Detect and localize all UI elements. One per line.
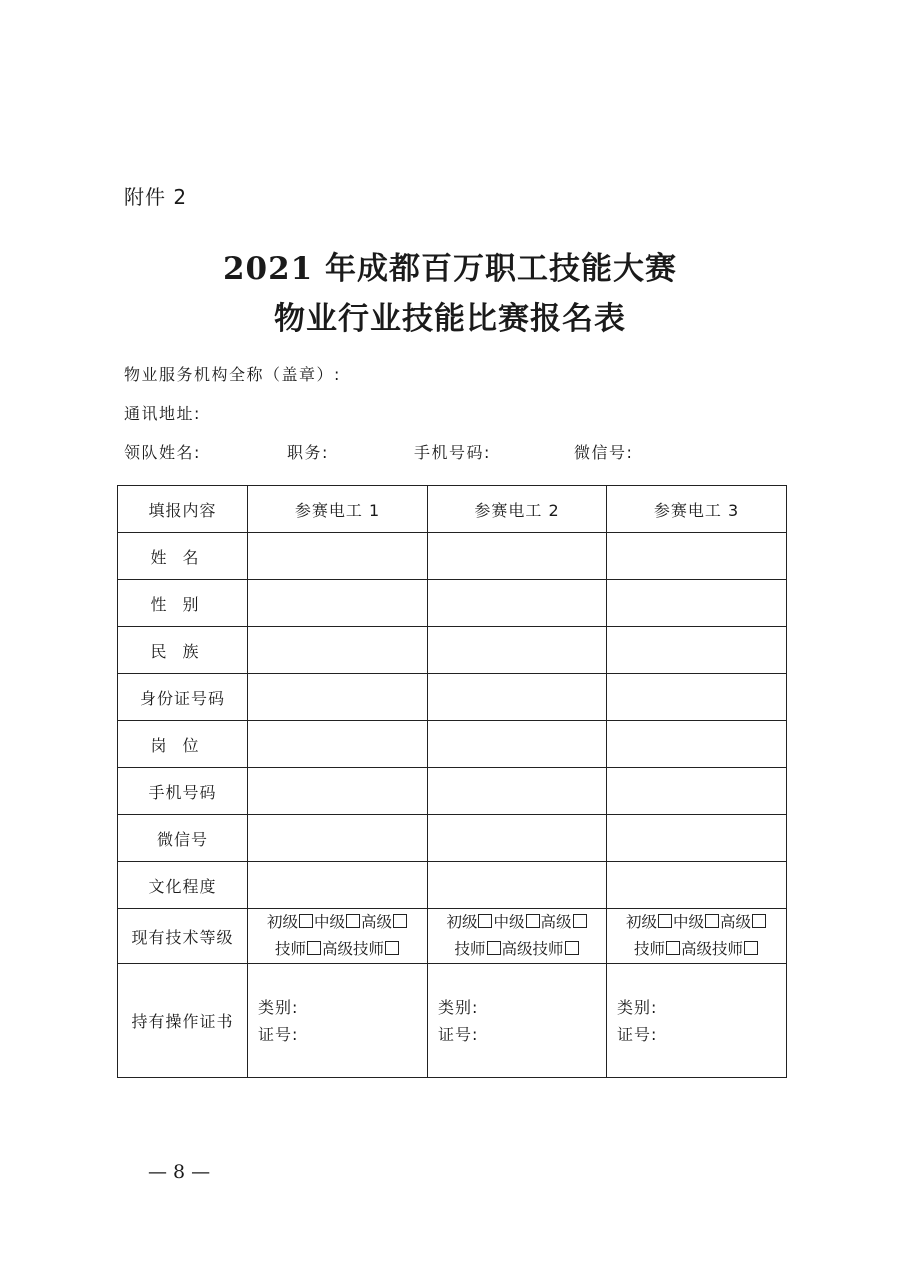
senior-checkbox[interactable] — [573, 914, 587, 928]
form-title-line-2: 物业行业技能比赛报名表 — [274, 301, 626, 337]
middle-checkbox[interactable] — [346, 914, 360, 928]
table-row-education — [118, 862, 787, 909]
table-row-certificate — [118, 964, 787, 1078]
row-label-name: 姓名 — [118, 533, 248, 580]
table-row-name — [118, 533, 787, 580]
row-label-skill-level: 现有技术等级 — [118, 909, 248, 964]
team-leader-label: 领队姓名: — [124, 443, 201, 462]
certificate-cell-2[interactable] — [428, 964, 607, 1078]
junior-checkbox[interactable] — [299, 914, 313, 928]
post-cell-2[interactable] — [428, 721, 607, 768]
opt-junior: 初级 — [625, 913, 657, 931]
header-cell-electrician-2: 参赛电工 2 — [428, 486, 607, 533]
mobile-cell-2[interactable] — [428, 768, 607, 815]
row-label-gender: 性别 — [118, 580, 248, 627]
opt-senior-technician: 高级技师 — [501, 940, 564, 958]
opt-middle: 中级 — [313, 913, 345, 931]
opt-senior-technician: 高级技师 — [681, 940, 744, 958]
ethnicity-cell-2[interactable] — [428, 627, 607, 674]
senior-technician-checkbox[interactable] — [744, 941, 758, 955]
opt-senior-technician: 高级技师 — [322, 940, 385, 958]
skill-level-cell-2 — [428, 909, 607, 964]
gender-cell-1[interactable] — [248, 580, 428, 627]
opt-junior: 初级 — [446, 913, 478, 931]
header-cell-content: 填报内容 — [118, 486, 248, 533]
wechat-cell-2[interactable] — [428, 815, 607, 862]
skill-level-cell-3 — [607, 909, 787, 964]
skill-level-cell-1 — [248, 909, 428, 964]
ethnicity-cell-1[interactable] — [248, 627, 428, 674]
technician-checkbox[interactable] — [666, 941, 680, 955]
certificate-category-label: 类别: — [617, 998, 658, 1017]
wechat-cell-3[interactable] — [607, 815, 787, 862]
row-label-ethnicity: 民族 — [118, 627, 248, 674]
registration-table — [117, 485, 787, 1078]
technician-checkbox[interactable] — [487, 941, 501, 955]
certificate-number-label: 证号: — [258, 1025, 299, 1044]
table-row-post — [118, 721, 787, 768]
junior-checkbox[interactable] — [658, 914, 672, 928]
senior-technician-checkbox[interactable] — [565, 941, 579, 955]
certificate-category-label: 类别: — [258, 998, 299, 1017]
education-cell-2[interactable] — [428, 862, 607, 909]
middle-checkbox[interactable] — [705, 914, 719, 928]
mobile-cell-1[interactable] — [248, 768, 428, 815]
id-number-cell-1[interactable] — [248, 674, 428, 721]
page-number: — 8 — — [148, 1161, 211, 1183]
org-name-label: 物业服务机构全称（盖章）: — [124, 365, 341, 384]
certificate-number-label: 证号: — [438, 1025, 479, 1044]
education-cell-3[interactable] — [607, 862, 787, 909]
table-header-row — [118, 486, 787, 533]
opt-senior: 高级 — [361, 913, 393, 931]
wechat-cell-1[interactable] — [248, 815, 428, 862]
attachment-label: 附件 2 — [124, 185, 188, 209]
header-cell-electrician-1: 参赛电工 1 — [248, 486, 428, 533]
opt-senior: 高级 — [720, 913, 752, 931]
table-row-id-number — [118, 674, 787, 721]
table-row-skill-level — [118, 909, 787, 964]
address-label: 通讯地址: — [124, 404, 201, 423]
row-label-post: 岗位 — [118, 721, 248, 768]
table-row-gender — [118, 580, 787, 627]
name-cell-2[interactable] — [428, 533, 607, 580]
certificate-number-label: 证号: — [617, 1025, 658, 1044]
id-number-cell-2[interactable] — [428, 674, 607, 721]
wechat-label: 微信号: — [574, 443, 634, 462]
middle-checkbox[interactable] — [526, 914, 540, 928]
opt-technician: 技师 — [633, 940, 665, 958]
technician-checkbox[interactable] — [307, 941, 321, 955]
mobile-cell-3[interactable] — [607, 768, 787, 815]
opt-middle: 中级 — [493, 913, 525, 931]
name-cell-1[interactable] — [248, 533, 428, 580]
row-label-certificate: 持有操作证书 — [118, 964, 248, 1078]
row-label-mobile: 手机号码 — [118, 768, 248, 815]
row-label-education: 文化程度 — [118, 862, 248, 909]
gender-cell-2[interactable] — [428, 580, 607, 627]
certificate-cell-3[interactable] — [607, 964, 787, 1078]
certificate-cell-1[interactable] — [248, 964, 428, 1078]
senior-checkbox[interactable] — [752, 914, 766, 928]
table-row-wechat — [118, 815, 787, 862]
opt-senior: 高级 — [540, 913, 572, 931]
id-number-cell-3[interactable] — [607, 674, 787, 721]
row-label-wechat: 微信号 — [118, 815, 248, 862]
education-cell-1[interactable] — [248, 862, 428, 909]
certificate-category-label: 类别: — [438, 998, 479, 1017]
form-title-line-1: 2021 年成都百万职工技能大赛 — [222, 251, 678, 287]
phone-label: 手机号码: — [414, 443, 491, 462]
opt-technician: 技师 — [274, 940, 306, 958]
row-label-id-number: 身份证号码 — [118, 674, 248, 721]
senior-technician-checkbox[interactable] — [385, 941, 399, 955]
post-cell-3[interactable] — [607, 721, 787, 768]
opt-middle: 中级 — [672, 913, 704, 931]
opt-technician: 技师 — [454, 940, 486, 958]
junior-checkbox[interactable] — [478, 914, 492, 928]
gender-cell-3[interactable] — [607, 580, 787, 627]
name-cell-3[interactable] — [607, 533, 787, 580]
table-row-mobile — [118, 768, 787, 815]
header-cell-electrician-3: 参赛电工 3 — [607, 486, 787, 533]
opt-junior: 初级 — [266, 913, 298, 931]
post-cell-1[interactable] — [248, 721, 428, 768]
table-row-ethnicity — [118, 627, 787, 674]
ethnicity-cell-3[interactable] — [607, 627, 787, 674]
position-label: 职务: — [287, 443, 329, 462]
senior-checkbox[interactable] — [393, 914, 407, 928]
